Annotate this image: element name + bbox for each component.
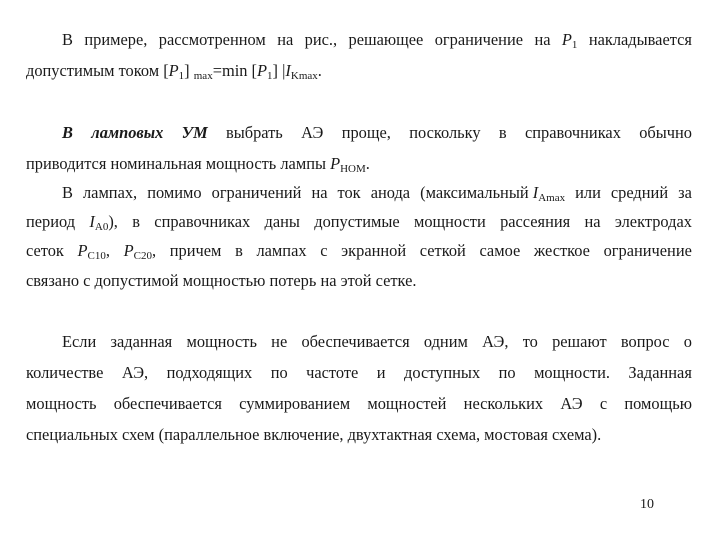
paragraph-3-line-2: период $I_{A0}$), в справочниках даны допустимые мощности рассеяния на электродах bbox=[26, 212, 692, 233]
word: на bbox=[534, 30, 551, 49]
word: ограничение bbox=[434, 30, 524, 49]
paragraph-1-line-1 bbox=[62, 30, 692, 50]
word: рис., bbox=[304, 30, 338, 49]
paragraph-2-line-1: В ламповых УМ выбрать АЭ проще, поскольку в справочниках обычно bbox=[62, 123, 692, 142]
paragraph-3-line-1: В лампах, помимо ограничений на ток анода (максимальный $I_{Amax}$ или средний за bbox=[62, 183, 692, 204]
paragraph-4-line-1: Если заданная мощность не обеспечивается одним АЭ, то решают вопрос о bbox=[62, 332, 692, 351]
word: решающее bbox=[348, 30, 424, 49]
symbol-p1: $P_1$ bbox=[561, 30, 578, 51]
page-number: 10 bbox=[640, 497, 654, 512]
paragraph-4-line-3: мощность обеспечивается суммированием мощностей нескольких АЭ с помощью bbox=[26, 394, 692, 413]
paragraph-3-line-3: сеток $P_{C10}$, $P_{C20}$, причем в лампах с экранной сеткой самое жесткое ограничение bbox=[26, 241, 692, 262]
word: накладывается bbox=[588, 30, 692, 49]
word: на bbox=[277, 30, 294, 49]
paragraph-2-line-2: приводится номинальная мощность лампы $P_{НОМ}$. bbox=[26, 154, 370, 175]
paragraph-4-line-4: специальных схем (параллельное включение, двухтактная схема, мостовая схема). bbox=[26, 425, 602, 444]
paragraph-4-line-2: количестве АЭ, подходящих по частоте и доступных по мощности. Заданная bbox=[26, 363, 692, 382]
word: рассмотренном bbox=[158, 30, 266, 49]
paragraph-3-line-4: связано с допустимой мощностью потерь на этой сетке. bbox=[26, 271, 417, 290]
word: В bbox=[62, 30, 73, 49]
paragraph-1-line-2: допустимым током $[P_1]$ $_{max}$=min $[P_1]$ $|I_{Kmax}$. bbox=[26, 61, 322, 82]
word: примере, bbox=[84, 30, 148, 49]
